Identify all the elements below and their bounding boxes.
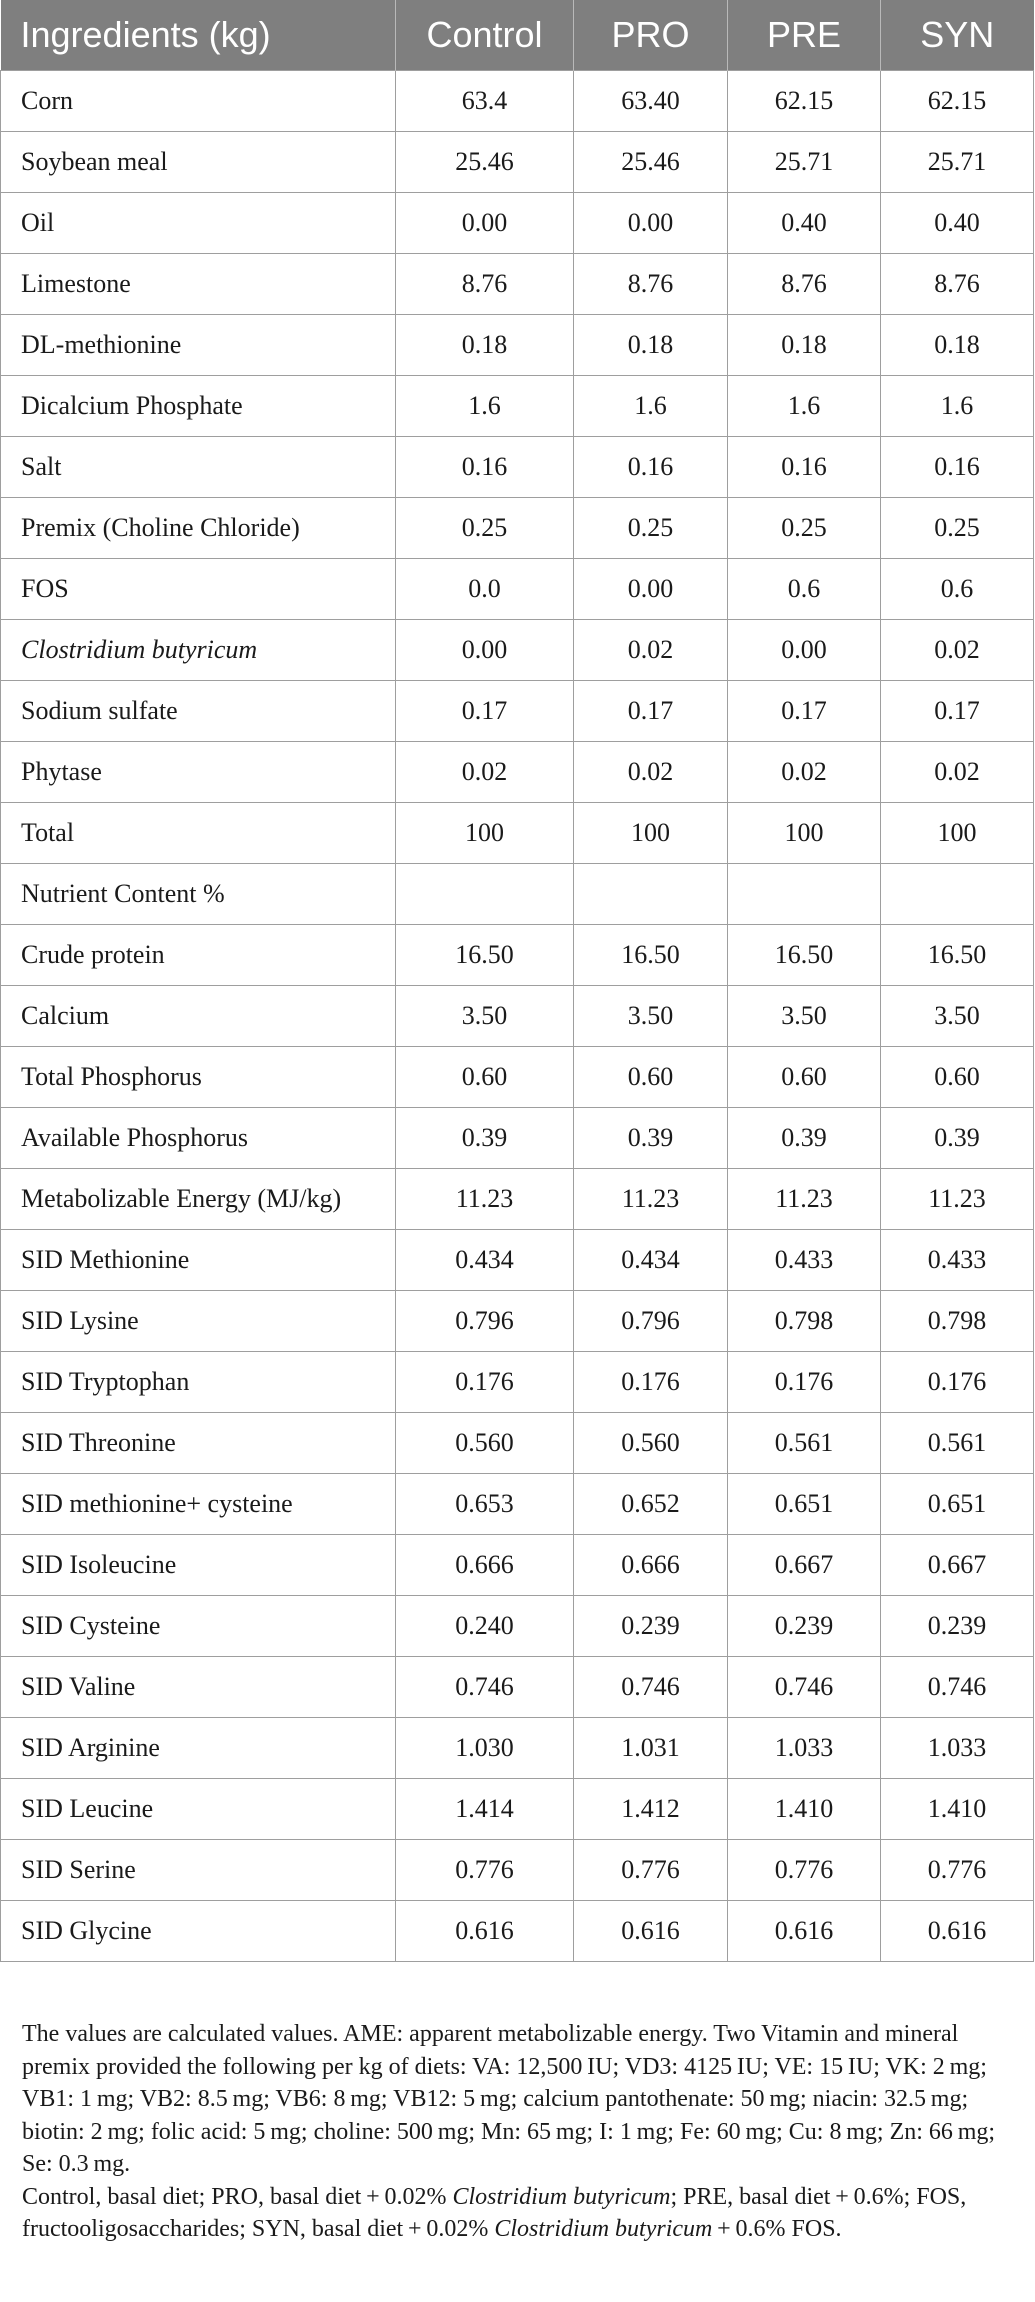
cell-pre: 0.40: [728, 193, 881, 254]
cell-syn: 0.433: [881, 1230, 1034, 1291]
table-row: [1, 376, 1034, 437]
table-row: [1, 71, 1034, 132]
footnote-organism-2: Clostridium butyricum: [494, 2216, 713, 2242]
row-label: Corn: [1, 71, 396, 132]
row-label: Limestone: [1, 254, 396, 315]
cell-pro: 1.031: [574, 1718, 728, 1779]
cell-pre: 8.76: [728, 254, 881, 315]
table-row: [1, 1413, 1034, 1474]
cell-syn: 0.17: [881, 681, 1034, 742]
table-row: [1, 1718, 1034, 1779]
cell-syn: [881, 864, 1034, 925]
row-label: Dicalcium Phosphate: [1, 376, 396, 437]
cell-pro: 100: [574, 803, 728, 864]
cell-syn: 62.15: [881, 71, 1034, 132]
cell-pro: 0.616: [574, 1901, 728, 1962]
cell-syn: 25.71: [881, 132, 1034, 193]
table-row: [1, 1047, 1034, 1108]
cell-pre: 25.71: [728, 132, 881, 193]
cell-syn: 0.39: [881, 1108, 1034, 1169]
row-label: SID Cysteine: [1, 1596, 396, 1657]
cell-syn: 0.02: [881, 742, 1034, 803]
cell-pre: 0.00: [728, 620, 881, 681]
cell-pre: 0.561: [728, 1413, 881, 1474]
cell-pro: 0.666: [574, 1535, 728, 1596]
table-body: [1, 71, 1034, 1962]
cell-pro: 0.18: [574, 315, 728, 376]
table-row: [1, 742, 1034, 803]
cell-pre: 0.433: [728, 1230, 881, 1291]
cell-syn: 0.60: [881, 1047, 1034, 1108]
cell-pro: 25.46: [574, 132, 728, 193]
row-label: SID Methionine: [1, 1230, 396, 1291]
cell-control: 0.17: [396, 681, 574, 742]
table-row: [1, 681, 1034, 742]
cell-pre: 0.667: [728, 1535, 881, 1596]
cell-syn: 0.25: [881, 498, 1034, 559]
cell-control: 11.23: [396, 1169, 574, 1230]
cell-pre: 0.239: [728, 1596, 881, 1657]
row-label: SID Lysine: [1, 1291, 396, 1352]
cell-syn: 0.616: [881, 1901, 1034, 1962]
cell-syn: 0.798: [881, 1291, 1034, 1352]
row-label: Metabolizable Energy (MJ/kg): [1, 1169, 396, 1230]
cell-syn: 16.50: [881, 925, 1034, 986]
cell-pro: 1.412: [574, 1779, 728, 1840]
cell-syn: 0.176: [881, 1352, 1034, 1413]
cell-pro: 63.40: [574, 71, 728, 132]
cell-control: 0.18: [396, 315, 574, 376]
table-row: [1, 925, 1034, 986]
cell-control: 1.6: [396, 376, 574, 437]
cell-syn: 100: [881, 803, 1034, 864]
cell-pre: 0.746: [728, 1657, 881, 1718]
cell-pro: 0.239: [574, 1596, 728, 1657]
cell-pro: 0.796: [574, 1291, 728, 1352]
table-header-row: [1, 0, 1034, 71]
footnote-values: The values are calculated values. AME: apparent metabolizable energy. Two Vitamin and mineral premix provided the following per kg of diets: VA: 12,500 IU; VD3: 4125 IU; VE: 15 IU; VK: 2 mg; VB1: 1 mg; VB2: 8.5 mg; VB6: 8 mg; VB12: 5 mg; calcium pantothenate: 50 mg; niacin: 32.5 mg; biotin: 2 mg; folic acid: 5 mg; choline: 500 mg; Mn: 65 mg; I: 1 mg; Fe: 60 mg; Cu: 8 mg; Zn: 66 mg; Se: 0.3 mg.: [22, 2021, 996, 2177]
table-row: [1, 620, 1034, 681]
cell-control: 0.240: [396, 1596, 574, 1657]
cell-pre: 0.176: [728, 1352, 881, 1413]
cell-pro: 0.00: [574, 193, 728, 254]
row-label: Total Phosphorus: [1, 1047, 396, 1108]
cell-control: 16.50: [396, 925, 574, 986]
cell-pro: 8.76: [574, 254, 728, 315]
row-label: Sodium sulfate: [1, 681, 396, 742]
cell-control: 0.746: [396, 1657, 574, 1718]
cell-syn: 0.667: [881, 1535, 1034, 1596]
cell-syn: 1.6: [881, 376, 1034, 437]
cell-control: 100: [396, 803, 574, 864]
table-row: [1, 986, 1034, 1047]
cell-pre: 1.410: [728, 1779, 881, 1840]
cell-syn: 0.6: [881, 559, 1034, 620]
cell-pre: 1.6: [728, 376, 881, 437]
cell-pre: 62.15: [728, 71, 881, 132]
cell-pro: 0.00: [574, 559, 728, 620]
cell-pre: 11.23: [728, 1169, 881, 1230]
cell-pro: 0.02: [574, 620, 728, 681]
cell-pre: 0.25: [728, 498, 881, 559]
cell-syn: 0.776: [881, 1840, 1034, 1901]
cell-syn: 0.02: [881, 620, 1034, 681]
cell-pro: 11.23: [574, 1169, 728, 1230]
cell-control: [396, 864, 574, 925]
row-label: Clostridium butyricum: [1, 620, 396, 681]
cell-pre: 1.033: [728, 1718, 881, 1779]
row-label: Available Phosphorus: [1, 1108, 396, 1169]
cell-pro: 0.17: [574, 681, 728, 742]
table-row: [1, 1840, 1034, 1901]
header-control: Control: [396, 0, 574, 71]
header-pre: PRE: [728, 0, 881, 71]
cell-pre: 16.50: [728, 925, 881, 986]
cell-pre: 0.02: [728, 742, 881, 803]
table-row: [1, 1230, 1034, 1291]
row-label: Oil: [1, 193, 396, 254]
footnote-organism-1: Clostridium butyricum: [452, 2183, 671, 2210]
cell-pro: 0.652: [574, 1474, 728, 1535]
footnote-abbreviations: [22, 2181, 1022, 2246]
cell-syn: 0.40: [881, 193, 1034, 254]
row-label: FOS: [1, 559, 396, 620]
cell-syn: 1.410: [881, 1779, 1034, 1840]
cell-pre: 0.651: [728, 1474, 881, 1535]
cell-pre: 100: [728, 803, 881, 864]
cell-pro: 3.50: [574, 986, 728, 1047]
cell-control: 25.46: [396, 132, 574, 193]
row-label: Crude protein: [1, 925, 396, 986]
row-label: SID Isoleucine: [1, 1535, 396, 1596]
row-label: Calcium: [1, 986, 396, 1047]
cell-pro: 0.434: [574, 1230, 728, 1291]
header-syn: SYN: [881, 0, 1034, 71]
cell-pre: 3.50: [728, 986, 881, 1047]
cell-control: 0.02: [396, 742, 574, 803]
cell-syn: 0.239: [881, 1596, 1034, 1657]
row-label: SID Leucine: [1, 1779, 396, 1840]
table-row: [1, 1535, 1034, 1596]
cell-control: 0.776: [396, 1840, 574, 1901]
cell-control: 0.00: [396, 193, 574, 254]
cell-syn: 0.18: [881, 315, 1034, 376]
cell-syn: 0.16: [881, 437, 1034, 498]
row-label: SID Serine: [1, 1840, 396, 1901]
table-row: [1, 1291, 1034, 1352]
cell-control: 0.00: [396, 620, 574, 681]
footnote-abbrev-part2: ; PRE, basal diet + 0.6%; FOS, fructooligosaccharides; SYN, basal diet + 0.02%: [22, 2183, 967, 2242]
table-row: [1, 254, 1034, 315]
table-row: [1, 803, 1034, 864]
cell-syn: 1.033: [881, 1718, 1034, 1779]
cell-pro: 0.39: [574, 1108, 728, 1169]
cell-control: 0.60: [396, 1047, 574, 1108]
cell-syn: 3.50: [881, 986, 1034, 1047]
cell-control: 1.414: [396, 1779, 574, 1840]
table-row: [1, 1474, 1034, 1535]
footnote-abbrev-part1: Control, basal diet; PRO, basal diet + 0.02%: [22, 2183, 453, 2210]
cell-pre: 0.776: [728, 1840, 881, 1901]
cell-pre: [728, 864, 881, 925]
cell-pre: 0.16: [728, 437, 881, 498]
cell-pre: 0.18: [728, 315, 881, 376]
table-row: [1, 315, 1034, 376]
row-label: SID Glycine: [1, 1901, 396, 1962]
row-label: Premix (Choline Chloride): [1, 498, 396, 559]
row-label: SID Threonine: [1, 1413, 396, 1474]
cell-syn: 0.651: [881, 1474, 1034, 1535]
cell-control: 0.16: [396, 437, 574, 498]
cell-control: 1.030: [396, 1718, 574, 1779]
row-label: Phytase: [1, 742, 396, 803]
row-label: Nutrient Content %: [1, 864, 396, 925]
cell-control: 0.176: [396, 1352, 574, 1413]
cell-pre: 0.17: [728, 681, 881, 742]
row-label: SID Tryptophan: [1, 1352, 396, 1413]
cell-pro: 0.16: [574, 437, 728, 498]
cell-pre: 0.39: [728, 1108, 881, 1169]
cell-control: 63.4: [396, 71, 574, 132]
table-row: [1, 132, 1034, 193]
cell-control: 0.39: [396, 1108, 574, 1169]
row-label: SID methionine+ cysteine: [1, 1474, 396, 1535]
table-row: [1, 1779, 1034, 1840]
header-ingredients: Ingredients (kg): [1, 0, 396, 71]
row-label: DL-methionine: [1, 315, 396, 376]
cell-syn: 8.76: [881, 254, 1034, 315]
cell-control: 3.50: [396, 986, 574, 1047]
row-label: Soybean meal: [1, 132, 396, 193]
cell-pro: 1.6: [574, 376, 728, 437]
cell-pro: [574, 864, 728, 925]
cell-control: 0.666: [396, 1535, 574, 1596]
table-row: [1, 1901, 1034, 1962]
table-row: [1, 559, 1034, 620]
table-row: [1, 1352, 1034, 1413]
cell-syn: 0.746: [881, 1657, 1034, 1718]
cell-control: 0.653: [396, 1474, 574, 1535]
footnote-abbrev-part3: + 0.6% FOS.: [712, 2216, 842, 2242]
cell-control: 0.25: [396, 498, 574, 559]
cell-pre: 0.6: [728, 559, 881, 620]
cell-control: 0.616: [396, 1901, 574, 1962]
cell-pro: 0.176: [574, 1352, 728, 1413]
row-label: Total: [1, 803, 396, 864]
cell-pre: 0.60: [728, 1047, 881, 1108]
row-label: SID Arginine: [1, 1718, 396, 1779]
cell-control: 0.796: [396, 1291, 574, 1352]
cell-pre: 0.798: [728, 1291, 881, 1352]
cell-control: 0.560: [396, 1413, 574, 1474]
cell-control: 0.0: [396, 559, 574, 620]
table-row: [1, 1596, 1034, 1657]
cell-syn: 11.23: [881, 1169, 1034, 1230]
table-row: [1, 1169, 1034, 1230]
cell-pre: 0.616: [728, 1901, 881, 1962]
table-row: [1, 193, 1034, 254]
cell-pro: 0.60: [574, 1047, 728, 1108]
cell-pro: 0.560: [574, 1413, 728, 1474]
table-row: [1, 498, 1034, 559]
row-label: SID Valine: [1, 1657, 396, 1718]
cell-pro: 0.25: [574, 498, 728, 559]
table-row: [1, 864, 1034, 925]
table-row: [1, 1657, 1034, 1718]
header-pro: PRO: [574, 0, 728, 71]
cell-syn: 0.561: [881, 1413, 1034, 1474]
cell-pro: 0.02: [574, 742, 728, 803]
table-footnotes: [22, 2018, 1022, 2246]
table-row: [1, 1108, 1034, 1169]
cell-pro: 0.746: [574, 1657, 728, 1718]
row-label: Salt: [1, 437, 396, 498]
cell-pro: 0.776: [574, 1840, 728, 1901]
cell-control: 8.76: [396, 254, 574, 315]
cell-control: 0.434: [396, 1230, 574, 1291]
cell-pro: 16.50: [574, 925, 728, 986]
table-row: [1, 437, 1034, 498]
